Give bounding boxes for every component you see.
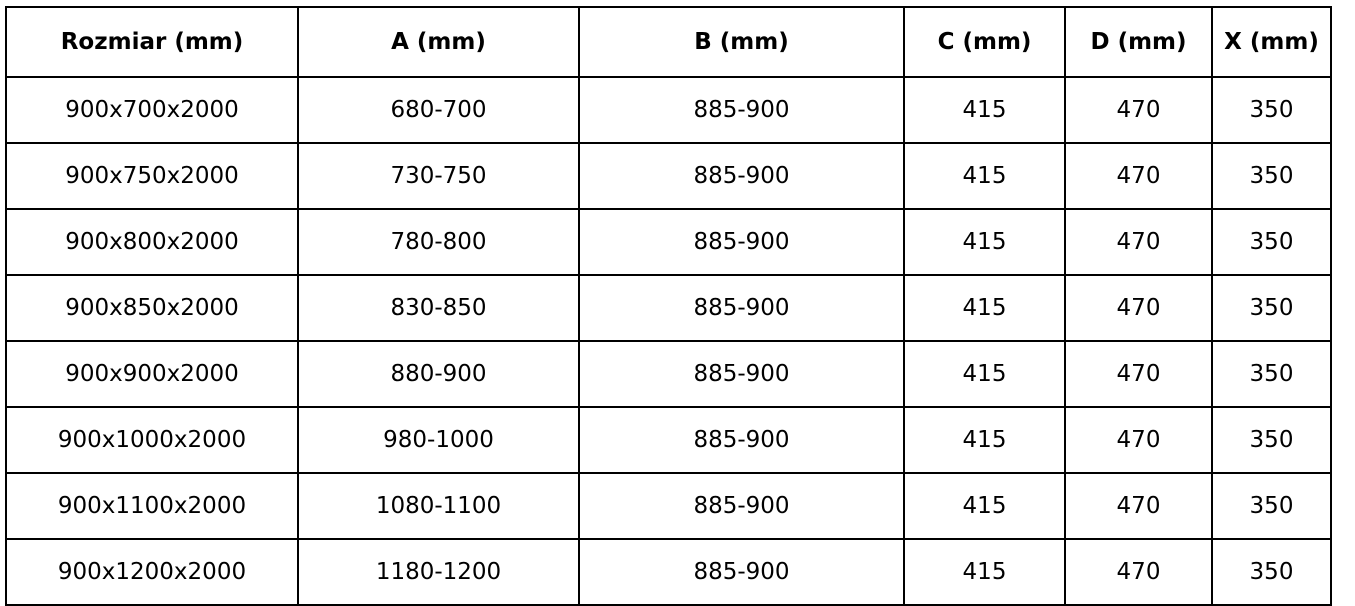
cell-d: 470 [1065, 407, 1212, 473]
cell-b: 885-900 [579, 539, 904, 605]
size-table-container [0, 6, 1355, 599]
cell-rozmiar: 900x800x2000 [6, 209, 298, 275]
column-header-a: A (mm) [298, 7, 579, 77]
cell-c: 415 [904, 473, 1065, 539]
cell-c: 415 [904, 275, 1065, 341]
table-header-row [6, 7, 1331, 77]
cell-b: 885-900 [579, 275, 904, 341]
table-row [6, 77, 1331, 143]
cell-d: 470 [1065, 209, 1212, 275]
cell-b: 885-900 [579, 143, 904, 209]
cell-a: 1080-1100 [298, 473, 579, 539]
table-header [6, 7, 1331, 77]
column-header-x: X (mm) [1212, 7, 1331, 77]
cell-a: 730-750 [298, 143, 579, 209]
cell-d: 470 [1065, 275, 1212, 341]
cell-d: 470 [1065, 77, 1212, 143]
cell-c: 415 [904, 407, 1065, 473]
cell-rozmiar: 900x850x2000 [6, 275, 298, 341]
cell-rozmiar: 900x1000x2000 [6, 407, 298, 473]
dimensions-table [5, 6, 1332, 606]
cell-b: 885-900 [579, 473, 904, 539]
cell-d: 470 [1065, 473, 1212, 539]
cell-x: 350 [1212, 341, 1331, 407]
cell-b: 885-900 [579, 209, 904, 275]
column-header-rozmiar: Rozmiar (mm) [6, 7, 298, 77]
cell-x: 350 [1212, 77, 1331, 143]
cell-rozmiar: 900x900x2000 [6, 341, 298, 407]
cell-rozmiar: 900x1200x2000 [6, 539, 298, 605]
cell-b: 885-900 [579, 407, 904, 473]
cell-x: 350 [1212, 539, 1331, 605]
cell-c: 415 [904, 209, 1065, 275]
cell-x: 350 [1212, 275, 1331, 341]
cell-a: 680-700 [298, 77, 579, 143]
column-header-d: D (mm) [1065, 7, 1212, 77]
table-row [6, 539, 1331, 605]
cell-x: 350 [1212, 209, 1331, 275]
cell-x: 350 [1212, 407, 1331, 473]
table-row [6, 341, 1331, 407]
table-body [6, 77, 1331, 605]
cell-a: 980-1000 [298, 407, 579, 473]
column-header-b: B (mm) [579, 7, 904, 77]
cell-x: 350 [1212, 143, 1331, 209]
cell-a: 780-800 [298, 209, 579, 275]
cell-rozmiar: 900x750x2000 [6, 143, 298, 209]
cell-c: 415 [904, 77, 1065, 143]
cell-d: 470 [1065, 341, 1212, 407]
cell-rozmiar: 900x700x2000 [6, 77, 298, 143]
cell-c: 415 [904, 143, 1065, 209]
cell-d: 470 [1065, 143, 1212, 209]
cell-c: 415 [904, 341, 1065, 407]
table-row [6, 209, 1331, 275]
cell-a: 880-900 [298, 341, 579, 407]
cell-b: 885-900 [579, 77, 904, 143]
cell-d: 470 [1065, 539, 1212, 605]
table-row [6, 407, 1331, 473]
table-row [6, 143, 1331, 209]
cell-rozmiar: 900x1100x2000 [6, 473, 298, 539]
cell-a: 1180-1200 [298, 539, 579, 605]
column-header-c: C (mm) [904, 7, 1065, 77]
cell-a: 830-850 [298, 275, 579, 341]
cell-x: 350 [1212, 473, 1331, 539]
table-row [6, 473, 1331, 539]
cell-c: 415 [904, 539, 1065, 605]
table-row [6, 275, 1331, 341]
cell-b: 885-900 [579, 341, 904, 407]
